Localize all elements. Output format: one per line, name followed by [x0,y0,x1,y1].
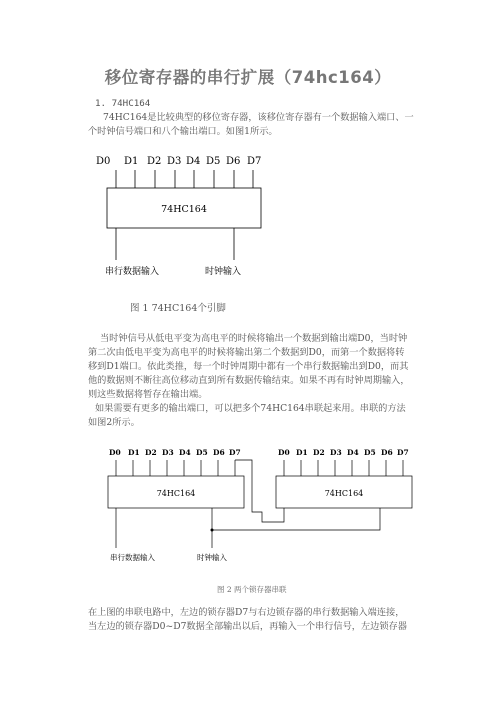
fig1-pin-label: D3 [167,156,182,167]
fig2-right-pin-label: D4 [347,448,359,457]
fig1-clock-input-label: 时钟输入 [205,267,242,277]
figure-2-caption: 图 2 两个锁存器串联 [217,585,287,594]
fig1-pin-label: D7 [247,156,262,167]
figure-1-caption: 图 1 74HC164个引脚 [130,303,226,314]
fig1-pin-label: D2 [147,156,162,167]
paragraph-line: 个时钟信号端口和八个输出端口。如图1所示。 [88,126,278,137]
fig2-left-pin-label: D4 [179,448,191,457]
fig1-pin-label: D0 [96,156,111,167]
fig2-right-pin-label: D2 [313,448,325,457]
paragraph-line: 当时钟信号从低电平变为高电平的时候将输出一个数据到输出端D0，当时钟 [100,333,408,344]
fig2-left-pin-label: D1 [128,448,140,457]
paragraph-line: 74HC164是比较典型的移位寄存器，该移位寄存器有一个数据输入端口、一 [103,112,414,123]
paragraph-line: 移到D1端口。依此类推，每一个时钟周期中都有一个串行数据输出到D0，而其 [88,361,409,372]
fig2-left-pin-label: D7 [229,448,241,457]
fig2-left-pin-label: D5 [196,448,208,457]
fig2-clock-wire [212,508,380,530]
paragraph-line: 第二次由低电平变为高电平的时候将输出第二个数据到D0，而第一个数据将转 [88,347,405,358]
fig2-right-chip-label: 74HC164 [324,489,364,498]
paragraph-line: 则这些数据将暂存在输出端。 [88,389,208,400]
fig2-right-pin-label: D1 [296,448,308,457]
fig2-right-pin-label: D3 [330,448,342,457]
fig2-right-pin-label: D6 [381,448,393,457]
fig1-pin-label: D4 [186,156,201,167]
section-heading: 1. 74HC164 [95,98,151,109]
paragraph-line: 当左边的锁存器D0~D7数据全部输出以后，再输入一个串行信号，左边锁存器 [88,621,407,632]
fig2-left-pin-label: D0 [109,448,121,457]
fig1-pin-label: D5 [206,156,221,167]
fig2-clock-input-label: 时钟输入 [197,553,227,562]
fig1-chip-label: 74HC164 [161,204,207,215]
document-title: 移位寄存器的串行扩展（74hc164） [104,68,392,87]
paragraph-line: 在上图的串联电路中，左边的锁存器D7与右边锁存器的串行数据输入端连接， [88,607,405,618]
fig1-data-input-label: 串行数据输入 [105,267,160,277]
paragraph-line: 他的数据则不断往高位移动直到所有数据传输结束。如果不再有时钟周期输入， [88,375,410,386]
fig2-left-pin-label: D3 [162,448,174,457]
fig2-left-pin-label: D6 [213,448,225,457]
fig1-pin-label: D6 [226,156,241,167]
fig1-pin-label: D1 [124,156,139,167]
fig2-data-input-label: 串行数据输入 [110,553,155,562]
fig2-right-pin-label: D7 [397,448,409,457]
paragraph-line: 如图2所示。 [88,417,140,428]
fig2-right-pin-label: D0 [278,448,290,457]
fig2-left-chip-label: 74HC164 [156,489,196,498]
paragraph-line: 如果需要有更多的输出端口，可以把多个74HC164串联起来用。串联的方法 [95,403,406,414]
fig2-cascade-wire [235,460,284,522]
fig2-right-pin-label: D5 [364,448,376,457]
fig2-left-pin-label: D2 [145,448,157,457]
